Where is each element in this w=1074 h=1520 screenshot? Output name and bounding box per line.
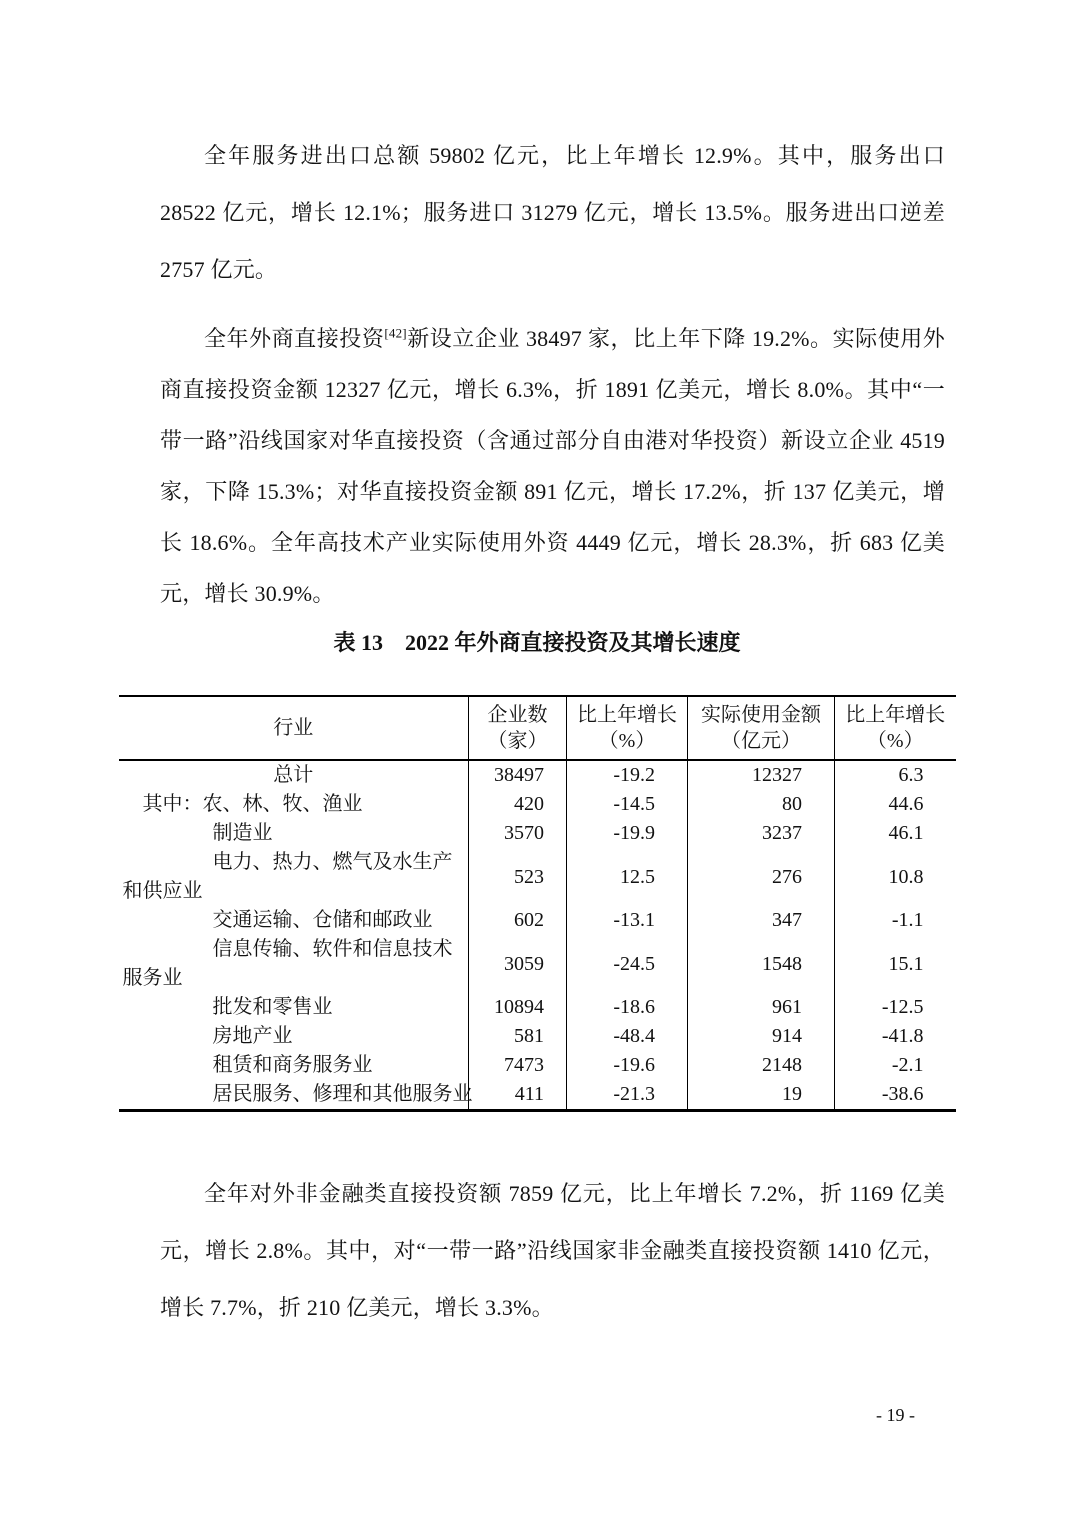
paragraph-outbound-investment: 全年对外非金融类直接投资额 7859 亿元，比上年增长 7.2%，折 1169 亿美元，增长 2.8%。其中，对“一带一路”沿线国家非金融类直接投资额 1410 亿元，增长 7.7%，折 210 亿美元，增长 3.3%。 [160,1181,945,1320]
growth2-cell: 10.8 [888,865,924,888]
industry-cell: 居民服务、修理和其他服务业 [119,1080,469,1111]
industry-cell: 其中：农、林、牧、渔业 [119,790,469,819]
table-row-utilities [119,848,956,906]
enterprises-cell: 420 [469,790,567,819]
amount-cell: 961 [688,993,835,1022]
industry-cell: 房地产业 [119,1022,469,1051]
table-row-information-technology [119,935,956,993]
amount-cell: 12327 [688,760,835,790]
paragraph-fdi-text-rest: 新设立企业 38497 家，比上年下降 19.2%。实际使用外商直接投资金额 12327 亿元，增长 6.3%，折 1891 亿美元，增长 8.0%。其中“一带一路”沿线国家对华直接投资（含通过部分自由港对华投资）新设立企业 4519 家，下降 15.3%；对华直接投资金额 891 亿元，增长 17.2%，折 137 亿美元，增长 18.6%。全年高技术产业实际使用外资 4449 亿元，增长 28.3%，折 683 亿美元，增长 30.9%。 [160,326,945,606]
industry-cell: 信息传输、软件和信息技术服务业 [119,935,469,993]
growth2-cell: 6.3 [898,764,924,786]
industry-cell: 交通运输、仓储和邮政业 [119,906,469,935]
growth2-cell: -12.5 [881,996,924,1018]
growth2-cell: 46.1 [888,822,924,844]
industry-cell: 电力、热力、燃气及水生产和供应业 [119,848,469,906]
footnote-ref-42: [42] [384,325,407,341]
table-row-transport [119,906,956,935]
amount-cell: 1548 [688,935,835,993]
table-row-agriculture [119,790,956,819]
growth2-cell: -2.1 [891,1054,924,1076]
table-row-real-estate [119,1022,956,1051]
growth1-cell: -13.1 [567,906,688,935]
table-row-resident-services [119,1080,956,1111]
table-row-total [119,760,956,790]
enterprises-cell: 411 [469,1080,567,1111]
growth1-cell: -21.3 [567,1080,688,1111]
table-row-manufacturing [119,819,956,848]
growth1-cell: -14.5 [567,790,688,819]
fdi-table [119,695,956,1112]
table-header-row [119,696,956,760]
growth2-cell: 44.6 [888,793,924,815]
paragraph-fdi-text-start: 全年外商直接投资 [204,326,385,351]
enterprises-cell: 581 [469,1022,567,1051]
growth1-cell: -48.4 [567,1022,688,1051]
enterprises-cell: 10894 [469,993,567,1022]
header-enterprises: 企业数 （家） [469,696,567,760]
header-industry: 行业 [119,696,469,760]
enterprises-cell: 38497 [469,760,567,790]
enterprises-cell: 523 [469,848,567,906]
amount-cell: 276 [688,848,835,906]
industry-cell: 总计 [119,760,469,790]
industry-cell: 批发和零售业 [119,993,469,1022]
growth1-cell: -19.6 [567,1051,688,1080]
enterprises-cell: 7473 [469,1051,567,1080]
amount-cell: 3237 [688,819,835,848]
paragraph-foreign-direct-investment [160,313,945,619]
header-growth-enterprises: 比上年增长 （%） [567,696,688,760]
enterprises-cell: 602 [469,906,567,935]
growth2-cell: 15.1 [888,952,924,975]
amount-cell: 80 [688,790,835,819]
amount-cell: 2148 [688,1051,835,1080]
table-13-title: 表 13 2022 年外商直接投资及其增长速度 [333,630,741,655]
table-row-leasing-business-services [119,1051,956,1080]
paragraph-services-trade: 全年服务进出口总额 59802 亿元，比上年增长 12.9%。其中，服务出口 28522 亿元，增长 12.1%；服务进口 31279 亿元，增长 13.5%。服务进出口逆差 2757 亿元。 [160,143,945,282]
enterprises-cell: 3570 [469,819,567,848]
industry-cell: 租赁和商务服务业 [119,1051,469,1080]
amount-cell: 19 [688,1080,835,1111]
growth1-cell: 12.5 [567,848,688,906]
table-row-wholesale-retail [119,993,956,1022]
growth2-cell: -1.1 [891,909,924,931]
amount-cell: 347 [688,906,835,935]
growth2-cell: -38.6 [881,1083,924,1105]
header-utilized-amount: 实际使用金额 （亿元） [688,696,835,760]
growth2-cell: -41.8 [881,1025,924,1047]
industry-cell: 制造业 [119,819,469,848]
page-number: - 19 - [876,1405,915,1425]
enterprises-cell: 3059 [469,935,567,993]
growth1-cell: -19.2 [567,760,688,790]
growth1-cell: -24.5 [567,935,688,993]
growth1-cell: -19.9 [567,819,688,848]
growth1-cell: -18.6 [567,993,688,1022]
amount-cell: 914 [688,1022,835,1051]
header-growth-amount: 比上年增长 （%） [835,696,956,760]
